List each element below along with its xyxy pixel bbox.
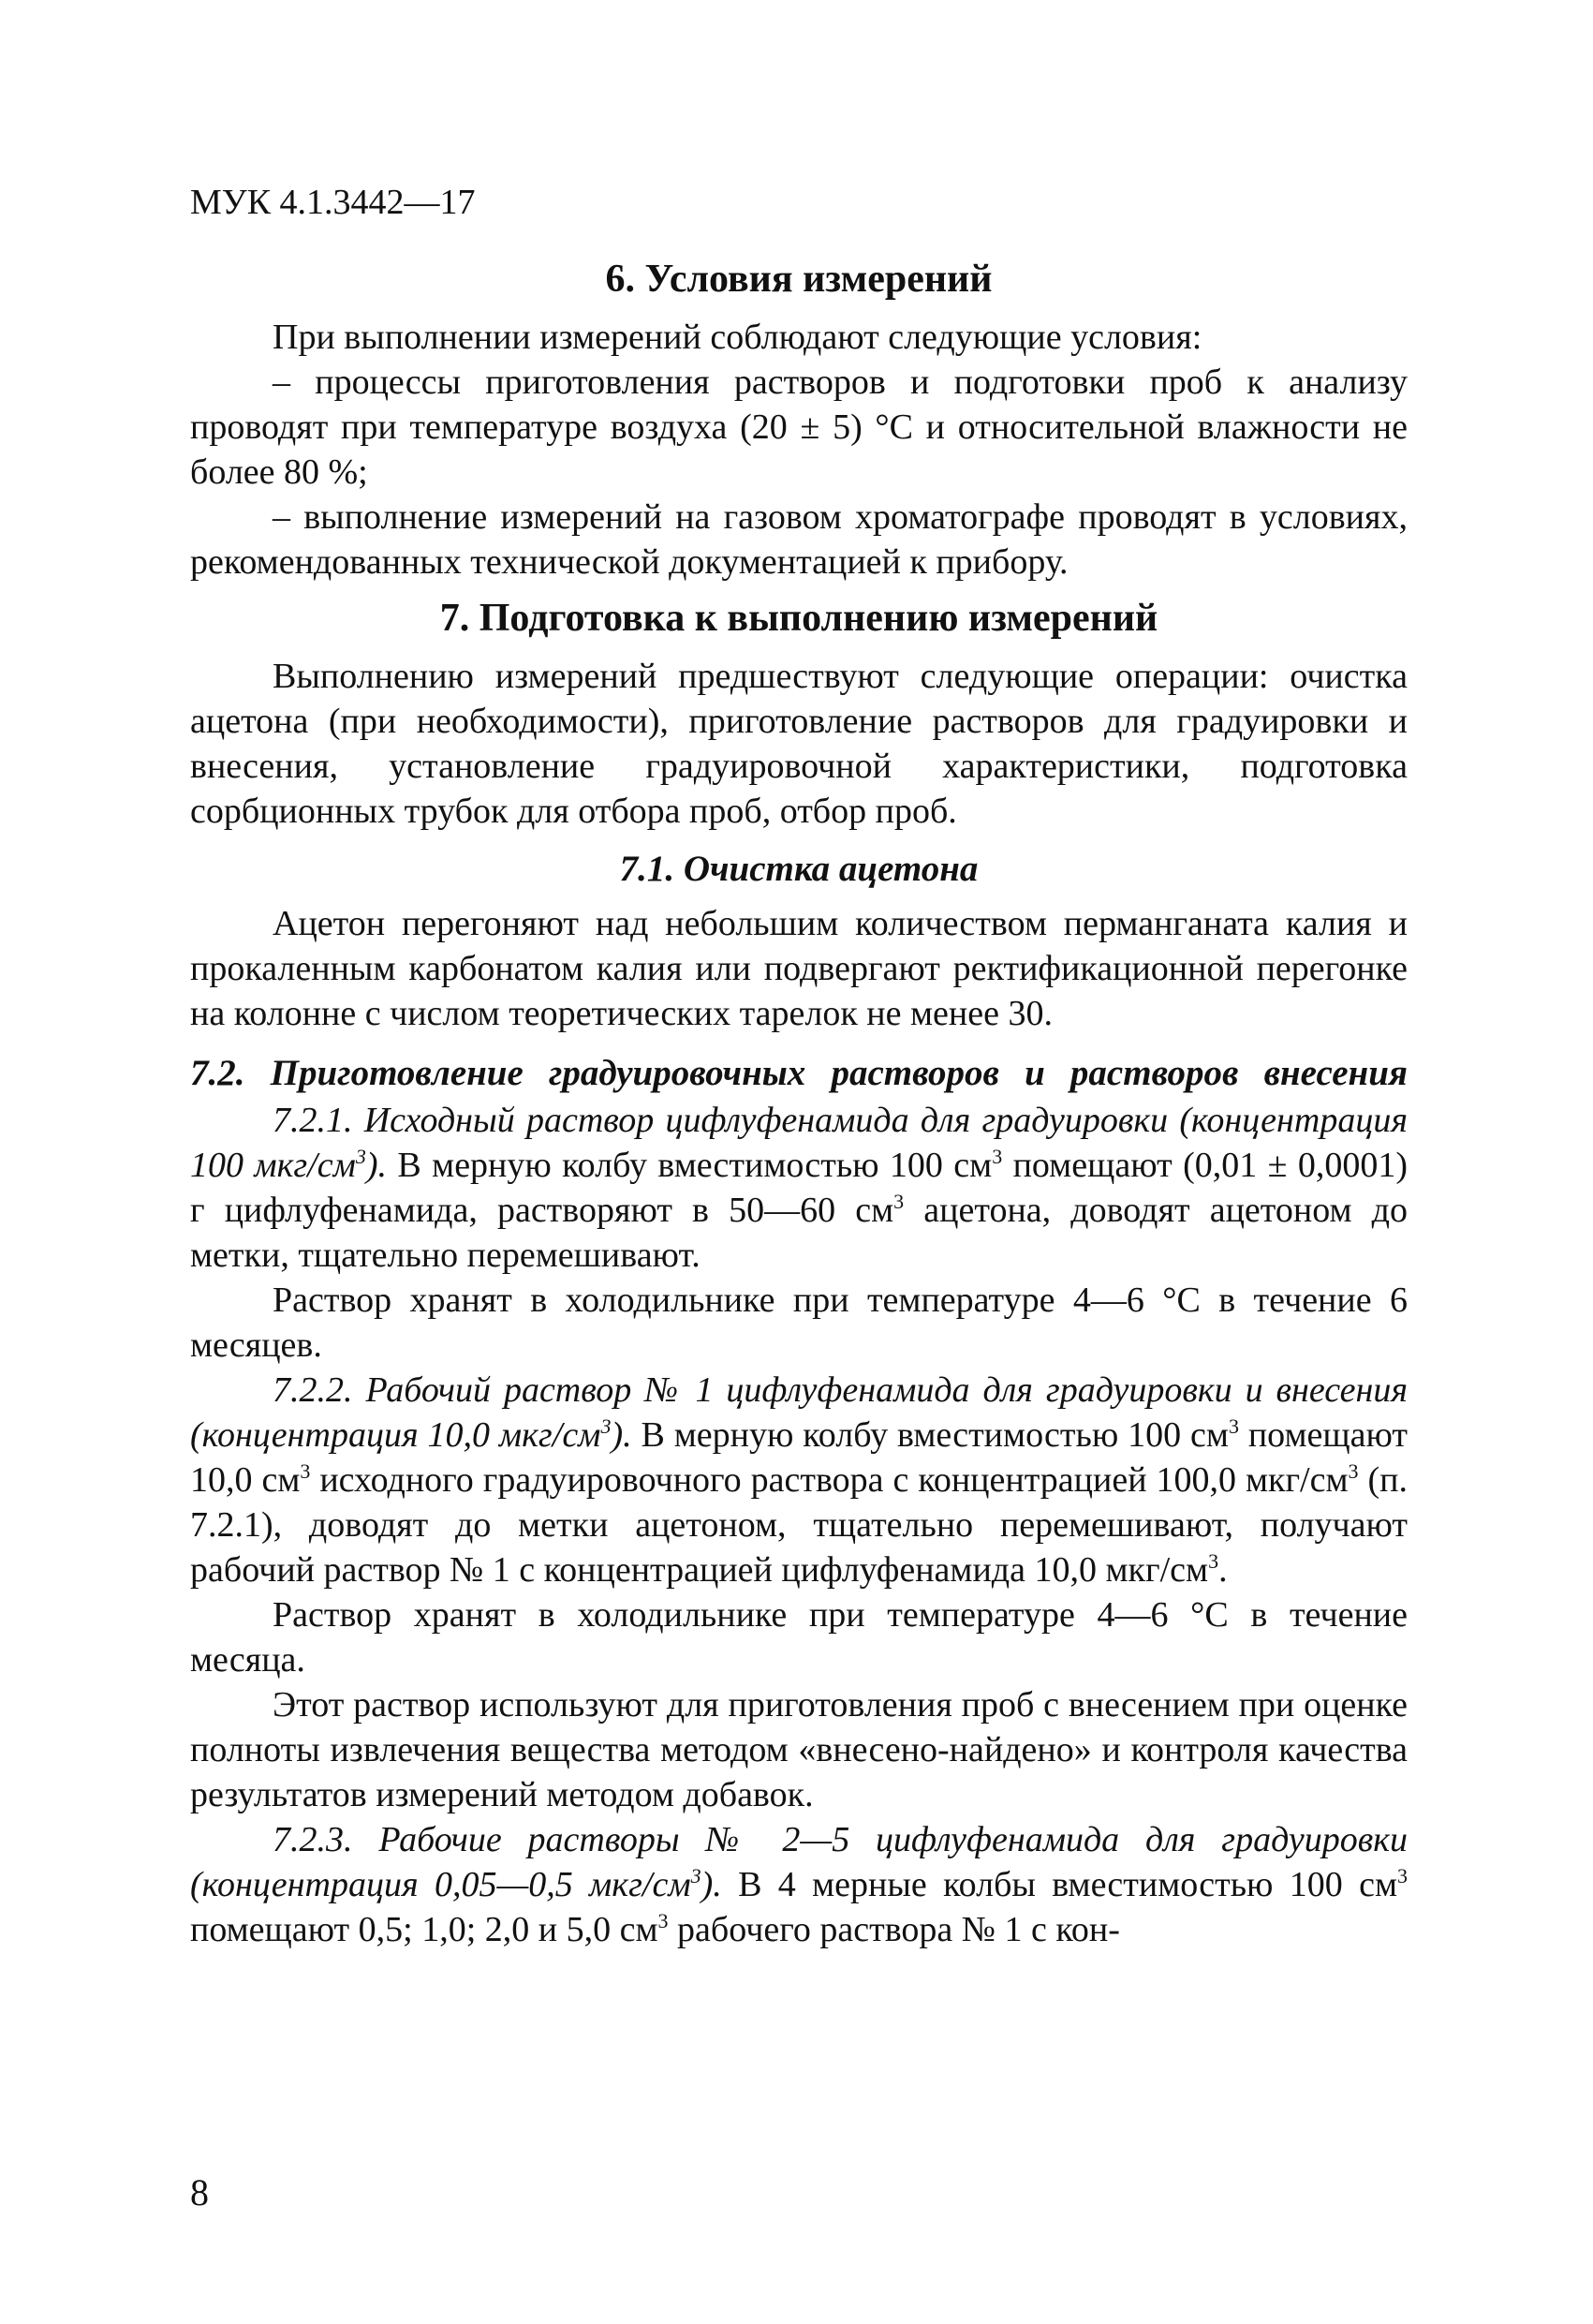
section-6-intro: При выполнении измерений соблюдают следующие условия: xyxy=(273,318,1202,357)
section-6-condition-1: – процессы приготовления растворов и подготовки проб к анализу проводят при температуре воздуха (20 ± 5) °С и относительной влажности не более 80 %; xyxy=(190,363,1408,492)
page-number: 8 xyxy=(190,2171,209,2213)
paragraph-7-2-1-title: 7.2.1. Исходный раствор цифлуфенамида для градуировки (концентрация 100 мкг/$см^3$). xyxy=(190,1101,1408,1185)
section-6-condition-2: – выполнение измерений на газовом хроматографе проводят в условиях, рекомендованных технической документацией к прибору. xyxy=(190,497,1408,582)
document-code-header: МУК 4.1.3442—17 xyxy=(190,183,476,222)
paragraph-7-2-1: 7.2.1. Исходный раствор цифлуфенамида для градуировки (концентрация 100 мкг/$см^3$). В мерную колбу вместимостью 100 $см^3$ помещают (0,01 ± 0,0001) г цифлуфенамида, растворяют в 50—60 $см^3$ ацетона, доводят ацетоном до метки, тщательно перемешивают. xyxy=(190,1101,1408,1275)
subsection-7-2-heading: 7.2. Приготовление градуировочных растворов и растворов внесения xyxy=(190,1053,1408,1093)
paragraph-7-2-2-title: 7.2.2. Рабочий раствор № 1 цифлуфенамида для градуировки и внесения (концентрация 10,0 мкг/$см^3$). xyxy=(190,1370,1408,1455)
paragraph-7-2-1-storage: Раствор хранят в холодильнике при температуре 4—6 °С в течение 6 месяцев. xyxy=(190,1280,1408,1365)
paragraph-7-2-3-title: 7.2.3. Рабочие растворы № 2—5 цифлуфенамида для градуировки (концентрация 0,05—0,5 мкг/$см^3$). xyxy=(190,1820,1408,1904)
subsection-7-1-text: Ацетон перегоняют над небольшим количеством перманганата калия и прокаленным карбонатом калия или подвергают ректификационной перегонке на колонне с числом теоретических тарелок не менее 30. xyxy=(190,904,1408,1033)
paragraph-7-2-3: 7.2.3. Рабочие растворы № 2—5 цифлуфенамида для градуировки (концентрация 0,05—0,5 мкг/$см^3$). В 4 мерные колбы вместимостью 100 $см^3$ помещают 0,5; 1,0; 2,0 и 5,0 $см^3$ рабочего раствора № 1 с кон- xyxy=(190,1820,1408,1949)
section-7-heading: 7. Подготовка к выполнению измерений xyxy=(439,597,1158,640)
subsection-7-1-heading: 7.1. Очистка ацетона xyxy=(619,849,979,889)
document-page xyxy=(190,178,1408,1952)
section-6-heading: 6. Условия измерений xyxy=(605,258,993,301)
paragraph-7-2-2-storage: Раствор хранят в холодильнике при температуре 4—6 °С в течение месяца. xyxy=(190,1595,1408,1680)
section-7-intro: Выполнению измерений предшествуют следующие операции: очистка ацетона (при необходимости), приготовление растворов для градуировки и внесения, установление градуировочной характеристики, подготовка сорбционных трубок для отбора проб, отбор проб. xyxy=(190,657,1408,831)
paragraph-7-2-2-usage: Этот раствор используют для приготовления проб с внесением при оценке полноты извлечения вещества методом «внесено-найдено» и контроля качества результатов измерений методом добавок. xyxy=(190,1685,1408,1814)
paragraph-7-2-2: 7.2.2. Рабочий раствор № 1 цифлуфенамида для градуировки и внесения (концентрация 10,0 мкг/$см^3$). В мерную колбу вместимостью 100 $см^3$ помещают 10,0 $см^3$ исходного градуировочного раствора с концентрацией 100,0 мкг/$см^3$ (п. 7.2.1), доводят до метки ацетоном, тщательно перемешивают, получают рабочий раствор № 1 с концентрацией цифлуфенамида 10,0 мкг/$см^3$. xyxy=(190,1370,1408,1590)
